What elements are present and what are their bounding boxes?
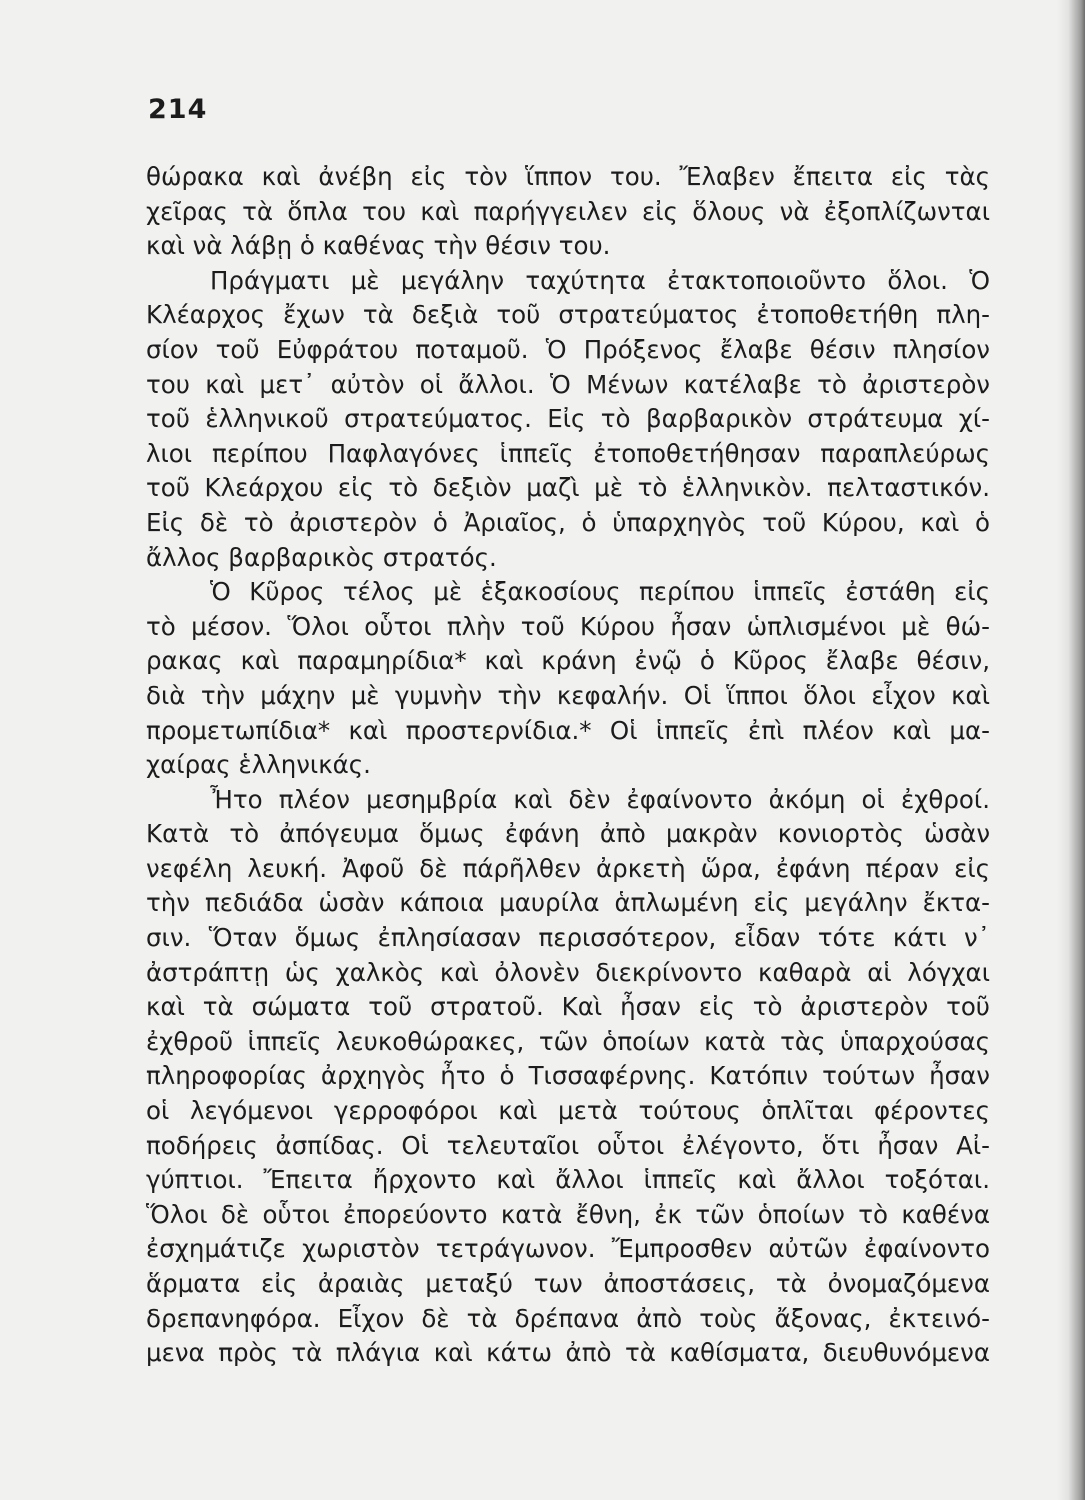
text-line: Κλέαρχος ἔχων τὰ δεξιὰ τοῦ στρατεύματος ἐτοποθετήθη πλη- (146, 300, 990, 330)
text-line: δρεπανηφόρα. Εἶχον δὲ τὰ δρέπανα ἀπὸ τοὺς ἄξονας, ἐκτεινό- (146, 1303, 990, 1333)
body-text (146, 160, 990, 1371)
text-line: Ὁ Κῦρος τέλος μὲ ἑξακοσίους περίπου ἱππεῖς ἐστάθη εἰς (210, 577, 990, 607)
text-line: τοῦ ἑλληνικοῦ στρατεύματος. Εἰς τὸ βαρβαρικὸν στράτευμα χί- (146, 404, 990, 434)
text-line: πληροφορίας ἀρχηγὸς ἦτο ὁ Τισσαφέρνης. Κατόπιν τούτων ἦσαν (146, 1061, 990, 1091)
text-line: Πράγματι μὲ μεγάλην ταχύτητα ἐτακτοποιοῦντο ὅλοι. Ὁ (210, 265, 990, 295)
text-line: λιοι περίπου Παφλαγόνες ἱππεῖς ἐτοποθετήθησαν παραπλεύρως (146, 438, 990, 468)
page-edge-shadow (1057, 0, 1085, 1500)
text-line: σιν. Ὅταν ὅμως ἐπλησίασαν περισσότερον, εἶδαν τότε κάτι ν᾽ (146, 923, 990, 953)
text-line: ποδήρεις ἀσπίδας. Οἱ τελευταῖοι οὗτοι ἐλέγοντο, ὅτι ἦσαν Αἰ- (146, 1130, 990, 1160)
text-line: καὶ νὰ λάβῃ ὁ καθένας τὴν θέσιν του. (146, 231, 611, 261)
text-line: Ἦτο πλέον μεσημβρία καὶ δὲν ἐφαίνοντο ἀκόμη οἱ ἐχθροί. (210, 784, 990, 814)
text-line: καὶ τὰ σώματα τοῦ στρατοῦ. Καὶ ἦσαν εἰς τὸ ἀριστερὸν τοῦ (146, 992, 990, 1022)
text-line: τὸ μέσον. Ὅλοι οὗτοι πλὴν τοῦ Κύρου ἦσαν ὡπλισμένοι μὲ θώ- (146, 611, 990, 641)
text-line: ἅρματα εἰς ἀραιὰς μεταξύ των ἀποστάσεις, τὰ ὀνομαζόμενα (146, 1269, 990, 1298)
text-line: ἄλλος βαρβαρικὸς στρατός. (146, 542, 497, 572)
text-line: ρακας καὶ παραμηρίδια* καὶ κράνη ἐνῷ ὁ Κῦρος ἔλαβε θέσιν, (146, 646, 990, 676)
text-line: γύπτιοι. Ἔπειτα ἤρχοντο καὶ ἄλλοι ἱππεῖς καὶ ἄλλοι τοξόται. (146, 1165, 990, 1195)
text-line: οἱ λεγόμενοι γερροφόροι καὶ μετὰ τούτους ὁπλῖται φέροντες (146, 1096, 990, 1126)
text-line: ἐσχημάτιζε χωριστὸν τετράγωνον. Ἔμπροσθεν αὐτῶν ἐφαίνοντο (146, 1234, 990, 1264)
text-line: διὰ τὴν μάχην μὲ γυμνὴν τὴν κεφαλήν. Οἱ ἵπποι ὅλοι εἶχον καὶ (146, 680, 990, 710)
page-number: 214 (148, 94, 208, 125)
text-line: του καὶ μετ᾽ αὐτὸν οἱ ἄλλοι. Ὁ Μένων κατέλαβε τὸ ἀριστερὸν (146, 369, 990, 399)
text-line: Εἰς δὲ τὸ ἀριστερὸν ὁ Ἀριαῖος, ὁ ὑπαρχηγὸς τοῦ Κύρου, καὶ ὁ (146, 507, 990, 537)
text-line: Κατὰ τὸ ἀπόγευμα ὅμως ἐφάνη ἀπὸ μακρὰν κονιορτὸς ὡσὰν (146, 819, 990, 849)
text-line: νεφέλη λευκή. Ἀφοῦ δὲ πάρῆλθεν ἀρκετὴ ὥρα, ἐφάνη πέραν εἰς (146, 853, 990, 883)
text-line: προμετωπίδια* καὶ προστερνίδια.* Οἱ ἱππεῖς ἐπὶ πλέον καὶ μα- (146, 715, 990, 745)
text-line: ἀστράπτῃ ὡς χαλκὸς καὶ ὀλονὲν διεκρίνοντο καθαρὰ αἱ λόγχαι (146, 957, 990, 987)
text-line: ἐχθροῦ ἱππεῖς λευκοθώρακες, τῶν ὁποίων κατὰ τὰς ὑπαρχούσας (146, 1026, 990, 1056)
text-line: σίον τοῦ Εὐφράτου ποταμοῦ. Ὁ Πρόξενος ἔλαβε θέσιν πλησίον (146, 334, 990, 364)
text-line: θώρακα καὶ ἀνέβη εἰς τὸν ἵππον του. Ἔλαβεν ἔπειτα εἰς τὰς (146, 162, 990, 191)
text-line: μενα πρὸς τὰ πλάγια καὶ κάτω ἀπὸ τὰ καθίσματα, διευθυνόμενα (146, 1338, 990, 1368)
text-line: χαίρας ἑλληνικάς. (146, 750, 371, 780)
text-line: Ὅλοι δὲ οὗτοι ἐπορεύοντο κατὰ ἔθνη, ἐκ τῶν ὁποίων τὸ καθένα (146, 1199, 990, 1229)
text-line: χεῖρας τὰ ὅπλα του καὶ παρήγγειλεν εἰς ὅλους νὰ ἐξοπλίζωνται (146, 196, 990, 226)
text-line: τὴν πεδιάδα ὡσὰν κάποια μαυρίλα ἁπλωμένη εἰς μεγάλην ἔκτα- (146, 888, 990, 918)
text-line: τοῦ Κλεάρχου εἰς τὸ δεξιὸν μαζὶ μὲ τὸ ἑλληνικὸν. πελταστικόν. (146, 473, 990, 503)
